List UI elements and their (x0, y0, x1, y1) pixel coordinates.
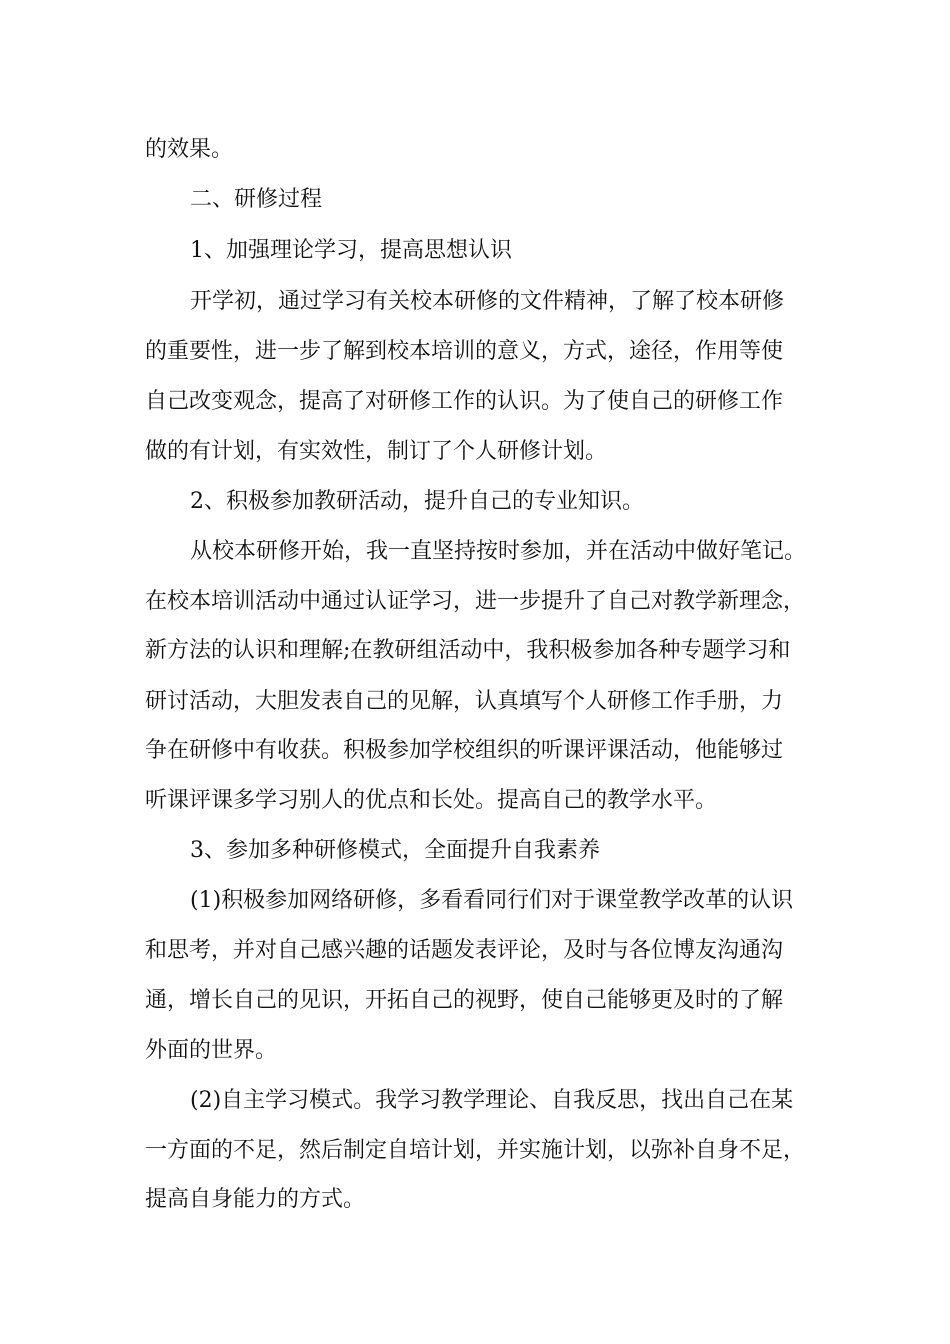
subsection-heading: 1、加强理论学习，提高思想认识 (190, 238, 512, 263)
text-line: 外面的世界。 (145, 1038, 278, 1063)
text-line: 自己改变观念，提高了对研修工作的认识。为了使自己的研修工作 (145, 389, 784, 414)
subsection-heading: 3、参加多种研修模式，全面提升自我素养 (190, 838, 600, 863)
text-line: 做的有计划，有实效性，制订了个人研修计划。 (145, 439, 608, 464)
section-heading: 二、研修过程 (190, 187, 323, 212)
text-line: 一方面的不足，然后制定自培计划，并实施计划，以弥补自身不足， (145, 1138, 806, 1163)
text-line: 的重要性，进一步了解到校本培训的意义，方式，途径，作用等使 (145, 339, 784, 364)
text-line: (1)积极参加网络研修，多看看同行们对于课堂教学改革的认识 (190, 888, 794, 913)
text-line: (2)自主学习模式。我学习教学理论、自我反思，找出自己在某 (190, 1088, 794, 1113)
text-line: 在校本培训活动中通过认证学习，进一步提升了自己对教学新理念， (145, 589, 806, 614)
text-line: 听课评课多学习别人的优点和长处。提高自己的教学水平。 (145, 788, 718, 813)
text-line: 的效果。 (145, 137, 234, 162)
subsection-heading: 2、积极参加教研活动，提升自己的专业知识。 (190, 489, 644, 514)
text-line: 争在研修中有收获。积极参加学校组织的听课评课活动，他能够过 (145, 738, 784, 763)
text-line: 新方法的认识和理解;在教研组活动中，我积极参加各种专题学习和 (145, 638, 791, 663)
text-line: 研讨活动，大胆发表自己的见解，认真填写个人研修工作手册，力 (145, 689, 784, 714)
text-line: 通，增长自己的见识，开拓自己的视野，使自己能够更及时的了解 (145, 988, 784, 1013)
text-line: 提高自身能力的方式。 (145, 1187, 366, 1212)
text-line: 从校本研修开始，我一直坚持按时参加，并在活动中做好笔记。 (190, 539, 807, 564)
text-line: 开学初，通过学习有关校本研修的文件精神，了解了校本研修 (190, 289, 785, 314)
text-line: 和思考，并对自己感兴趣的话题发表评论，及时与各位博友沟通沟 (145, 938, 784, 963)
